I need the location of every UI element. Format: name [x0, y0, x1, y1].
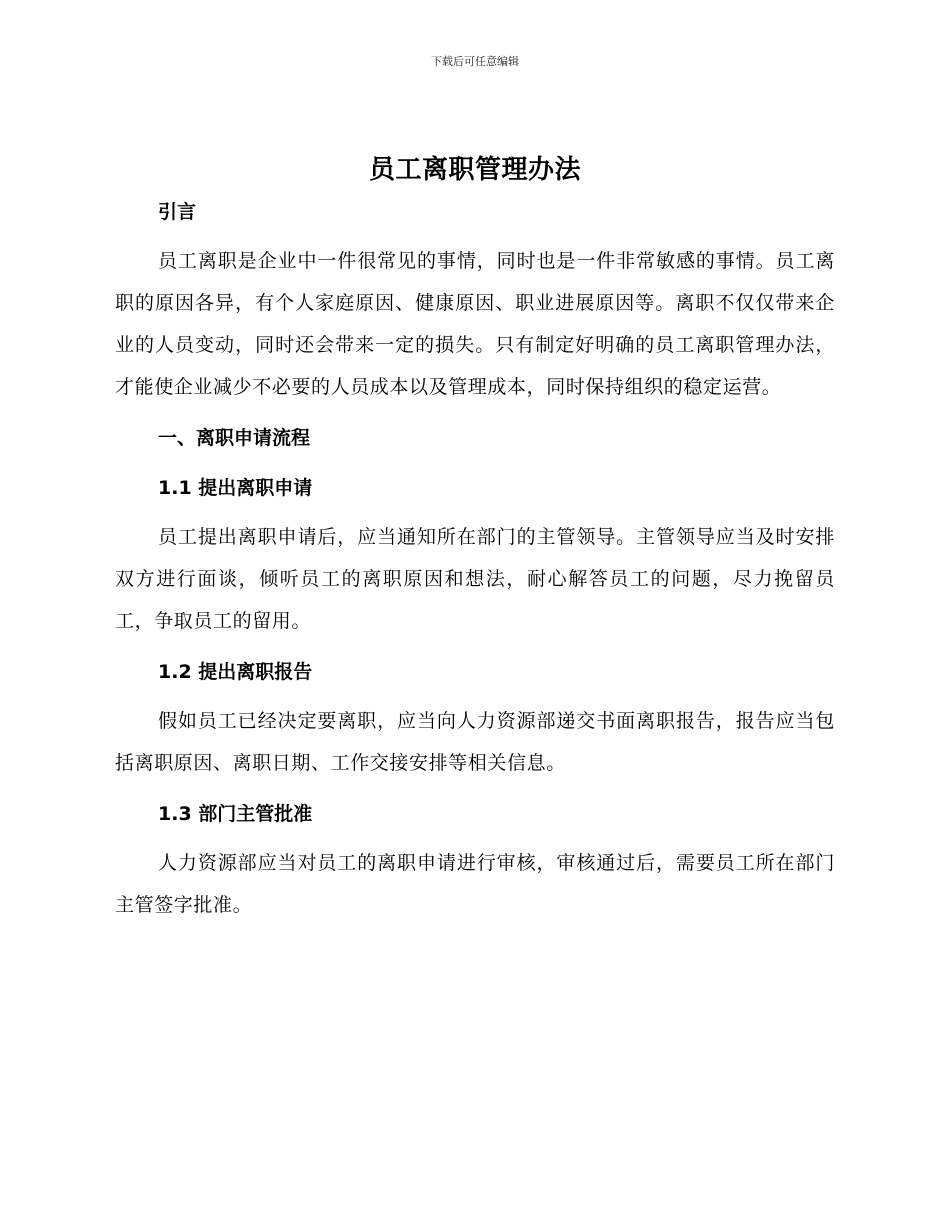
intro-paragraph: 员工离职是企业中一件很常见的事情，同时也是一件非常敏感的事情。员工离职的原因各异，有个人家庭原因、健康原因、职业进展原因等。离职不仅仅带来企业的人员变动，同时还会带来一定的损失。只有制定好明确的员工离职管理办法，才能使企业减少不必要的人员成本以及管理成本，同时保持组织的稳定运营。	[115, 250, 835, 398]
section-1-2-paragraph: 假如员工已经决定要离职，应当向人力资源部递交书面离职报告，报告应当包括离职原因、离职日期、工作交接安排等相关信息。	[115, 710, 835, 774]
section-1-3-heading: 1.3 部门主管批准	[158, 803, 313, 825]
section-1-1-heading: 1.1 提出离职申请	[158, 477, 313, 499]
section-1-3-paragraph: 人力资源部应当对员工的离职申请进行审核，审核通过后，需要员工所在部门主管签字批准。	[115, 852, 835, 916]
document-title: 员工离职管理办法	[368, 155, 581, 185]
document-body	[115, 192, 835, 926]
header-note: 下载后可任意编辑	[431, 55, 519, 68]
section-1-1-paragraph: 员工提出离职申请后，应当通知所在部门的主管领导。主管领导应当及时安排双方进行面谈，倾听员工的离职原因和想法，耐心解答员工的问题，尽力挽留员工，争取员工的留用。	[115, 526, 835, 632]
intro-heading: 引言	[158, 201, 197, 223]
section-1-heading: 一、离职申请流程	[158, 427, 311, 449]
section-1-2-heading: 1.2 提出离职报告	[158, 661, 313, 683]
